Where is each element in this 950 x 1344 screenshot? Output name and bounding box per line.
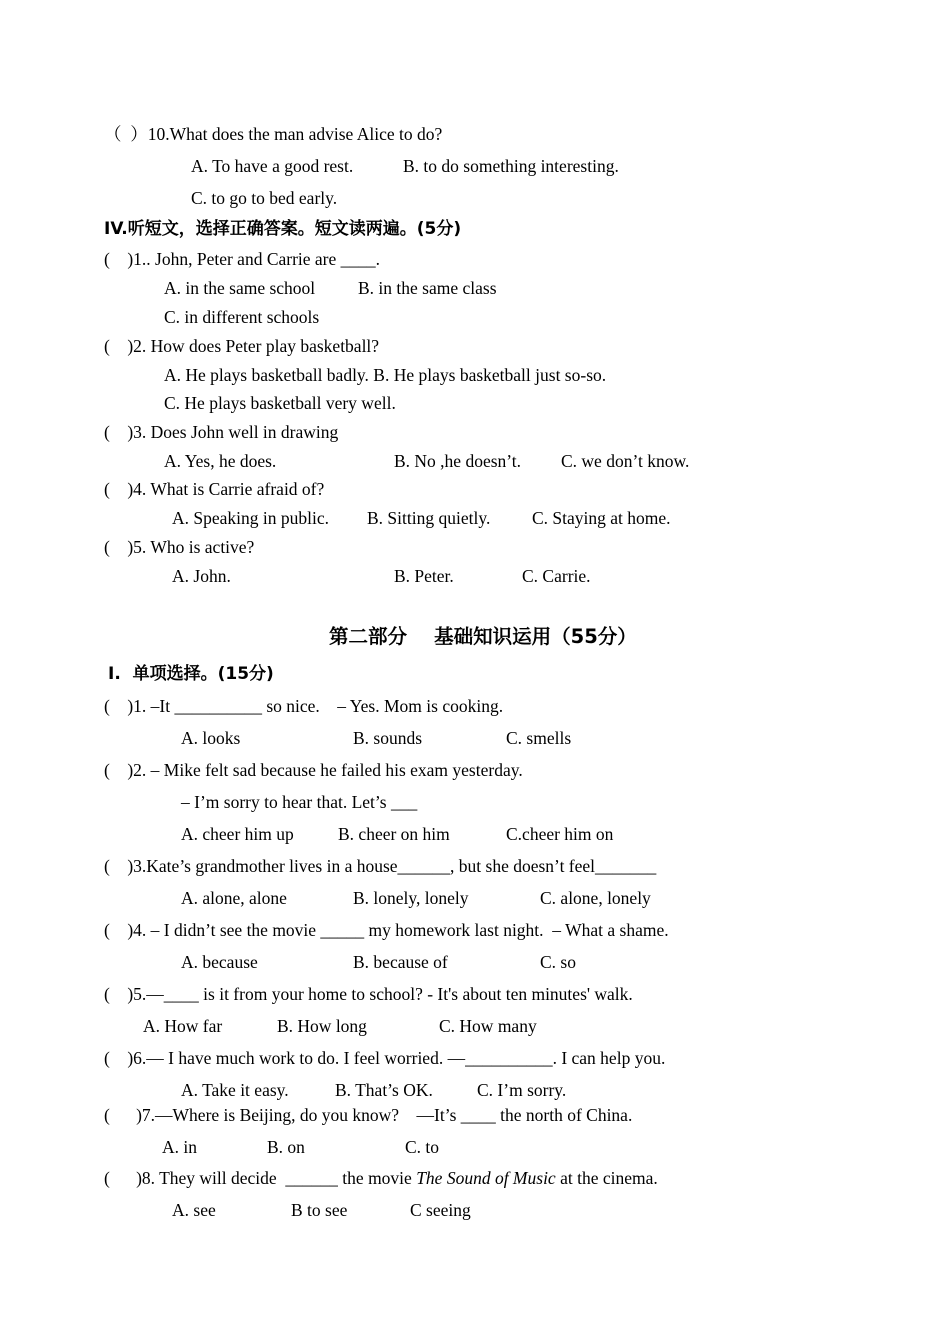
s1-q8-option-c: C seeing	[410, 1200, 471, 1220]
s4-q5-stem: ( )5. Who is active?	[104, 537, 255, 557]
s1-q7-stem: ( )7.—Where is Beijing, do you know? —It’s ____ the north of China.	[104, 1105, 633, 1125]
s1-q6-option-c: C. I’m sorry.	[477, 1080, 567, 1100]
s1-q2-stem: ( )2. – Mike felt sad because he failed his exam yesterday.	[104, 760, 523, 780]
s1-q2-option-b: B. cheer on him	[338, 824, 450, 844]
s4-q1-option-b: B. in the same class	[358, 278, 497, 298]
s1-q3-option-a: A. alone, alone	[181, 888, 287, 908]
s4-q4-option-c: C. Staying at home.	[532, 508, 671, 528]
s4-q5-option-b: B. Peter.	[394, 566, 454, 586]
s1-q5-stem: ( )5.—____ is it from your home to school? - It's about ten minutes' walk.	[104, 984, 633, 1004]
s1-q7-option-b: B. on	[267, 1137, 305, 1157]
s1-q4-option-c: C. so	[540, 952, 576, 972]
s1-q4-stem: ( )4. – I didn’t see the movie _____ my homework last night. – What a shame.	[104, 920, 669, 940]
s1-q4-option-a: A. because	[181, 952, 258, 972]
s4-q5-option-c: C. Carrie.	[522, 566, 591, 586]
s1-q2-stem-line2: – I’m sorry to hear that. Let’s ___	[181, 792, 418, 812]
s1-q5-option-c: C. How many	[439, 1016, 537, 1036]
s1-q6-option-a: A. Take it easy.	[181, 1080, 289, 1100]
s4-q1-option-c: C. in different schools	[164, 307, 320, 327]
s4-q3-option-c: C. we don’t know.	[561, 451, 690, 471]
s1-q1-option-a: A. looks	[181, 728, 241, 748]
s4-q4-option-a: A. Speaking in public.	[172, 508, 329, 528]
s4-q3-stem: ( )3. Does John well in drawing	[104, 422, 339, 442]
s4-q2-stem: ( )2. How does Peter play basketball?	[104, 336, 380, 356]
s1-q8-stem	[104, 1170, 658, 1188]
s1-q3-option-c: C. alone, lonely	[540, 888, 651, 908]
s4-q1-option-a: A. in the same school	[164, 278, 316, 298]
s4-q5-option-a: A. John.	[172, 566, 231, 586]
s4-q4-stem: ( )4. What is Carrie afraid of?	[104, 479, 325, 499]
section-iv-heading: IV.听短文，选择正确答案。短文读两遍。(5分)	[104, 219, 462, 239]
s1-q5-option-a: A. How far	[143, 1016, 223, 1036]
q10-option-a: A. To have a good rest.	[191, 156, 354, 176]
s1-q8-stem-end: at the cinema.	[555, 1168, 658, 1188]
s1-q1-stem: ( )1. –It __________ so nice. – Yes. Mom is cooking.	[104, 696, 504, 716]
s4-q2-option-c: C. He plays basketball very well.	[164, 393, 396, 413]
s1-q7-option-c: C. to	[405, 1137, 440, 1157]
s4-q3-option-b: B. No ,he doesn’t.	[394, 451, 522, 471]
s1-q5-option-b: B. How long	[277, 1016, 367, 1036]
s1-q7-option-a: A. in	[162, 1137, 197, 1157]
s1-q3-stem: ( )3.Kate’s grandmother lives in a house______, but she doesn’t feel_______	[104, 856, 657, 876]
s1-q8-option-a: A. see	[172, 1200, 216, 1220]
s4-q2-options-ab: A. He plays basketball badly. B. He plays basketball just so-so.	[164, 365, 607, 385]
s1-q3-option-b: B. lonely, lonely	[353, 888, 469, 908]
s1-q4-option-b: B. because of	[353, 952, 448, 972]
q10-stem: （ ）10.What does the man advise Alice to do?	[104, 124, 443, 144]
s1-q1-option-b: B. sounds	[353, 728, 423, 748]
s1-q2-option-a: A. cheer him up	[181, 824, 294, 844]
s1-q6-stem: ( )6.— I have much work to do. I feel worried. —__________. I can help you.	[104, 1048, 666, 1068]
s1-q8-movie-title: The Sound of Music	[416, 1168, 556, 1188]
s1-q8-option-b: B to see	[291, 1200, 348, 1220]
q10-option-b: B. to do something interesting.	[403, 156, 619, 176]
s1-q1-option-c: C. smells	[506, 728, 572, 748]
s1-q6-option-b: B. That’s OK.	[335, 1080, 433, 1100]
q10-option-c: C. to go to bed early.	[191, 188, 338, 208]
part2-title: 第二部分 基础知识运用（55分）	[329, 625, 637, 648]
s1-q2-option-c: C.cheer him on	[506, 824, 614, 844]
s4-q3-option-a: A. Yes, he does.	[164, 451, 277, 471]
section-i-heading: Ⅰ. 单项选择。(15分)	[108, 664, 274, 684]
s4-q4-option-b: B. Sitting quietly.	[367, 508, 491, 528]
s4-q1-stem: ( )1.. John, Peter and Carrie are ____.	[104, 249, 381, 269]
s1-q8-stem-start: ( )8. They will decide ______ the movie	[104, 1168, 417, 1188]
